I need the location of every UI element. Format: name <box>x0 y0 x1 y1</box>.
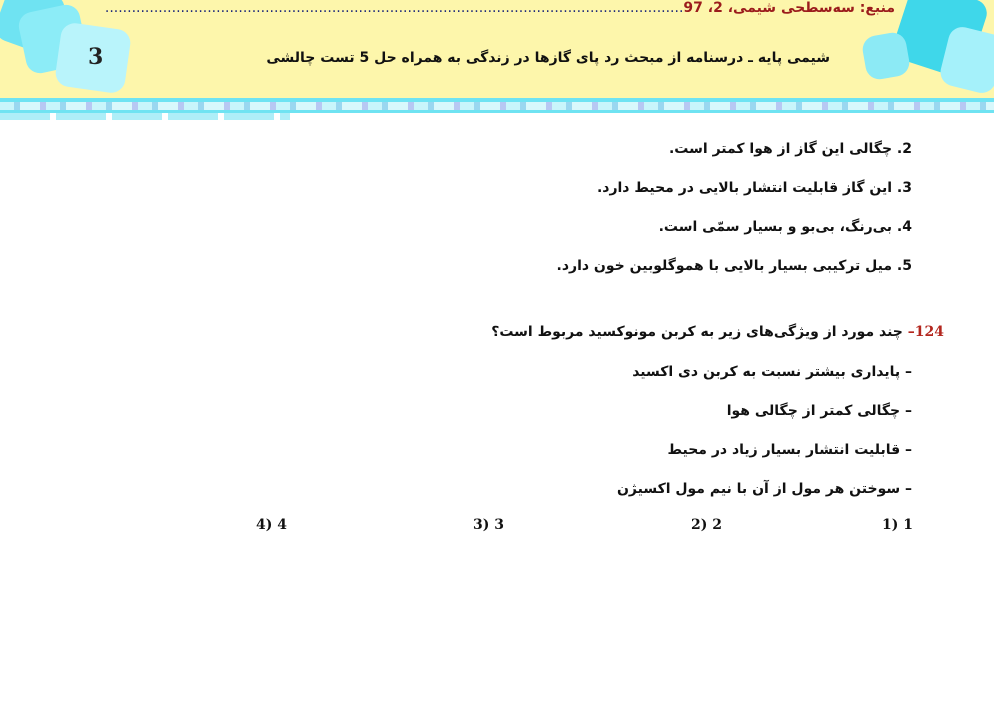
dotted-separator: .................................................................................................................................. <box>104 0 684 16</box>
source-label: منبع: سه‌سطحی شیمی، 2، 97 <box>683 0 895 16</box>
answer-option-3[interactable]: 3) 3 <box>473 517 504 533</box>
header-title: شیمی پایه ـ درسنامه از مبحث رد پای گازها در زندگی به همراه حل 5 تست چالشی <box>266 50 830 66</box>
statement-item: – چگالی کمتر از چگالی هوا <box>726 403 912 419</box>
question-text: چند مورد از ویژگی‌های زیر به کربن مونوکسید مربوط است؟ <box>491 324 903 340</box>
answer-option-2[interactable]: 2) 2 <box>691 517 722 533</box>
list-item: 4. بی‌رنگ، بی‌بو و بسیار سمّی است. <box>658 219 912 235</box>
statement-item: – قابلیت انتشار بسیار زیاد در محیط <box>667 442 912 458</box>
statement-item: – سوختن هر مول از آن با نیم مول اکسیژن <box>616 481 912 497</box>
list-item: 5. میل ترکیبی بسیار بالایی با هموگلوبین خون دارد. <box>556 258 912 274</box>
answer-option-1[interactable]: 1) 1 <box>882 517 913 533</box>
list-item: 3. این گاز قابلیت انتشار بالایی در محیط دارد. <box>596 180 912 196</box>
question-number: 124 <box>914 324 944 340</box>
page-number: 3 <box>88 44 104 70</box>
list-item: 2. چگالی این گاز از هوا کمتر است. <box>668 141 912 157</box>
question: 124– چند مورد از ویژگی‌های زیر به کربن مونوکسید مربوط است؟ <box>491 324 944 340</box>
statement-item: – پایداری بیشتر نسبت به کربن دی اکسید <box>632 364 912 380</box>
source-line <box>0 0 895 16</box>
answer-option-4[interactable]: 4) 4 <box>256 517 287 533</box>
